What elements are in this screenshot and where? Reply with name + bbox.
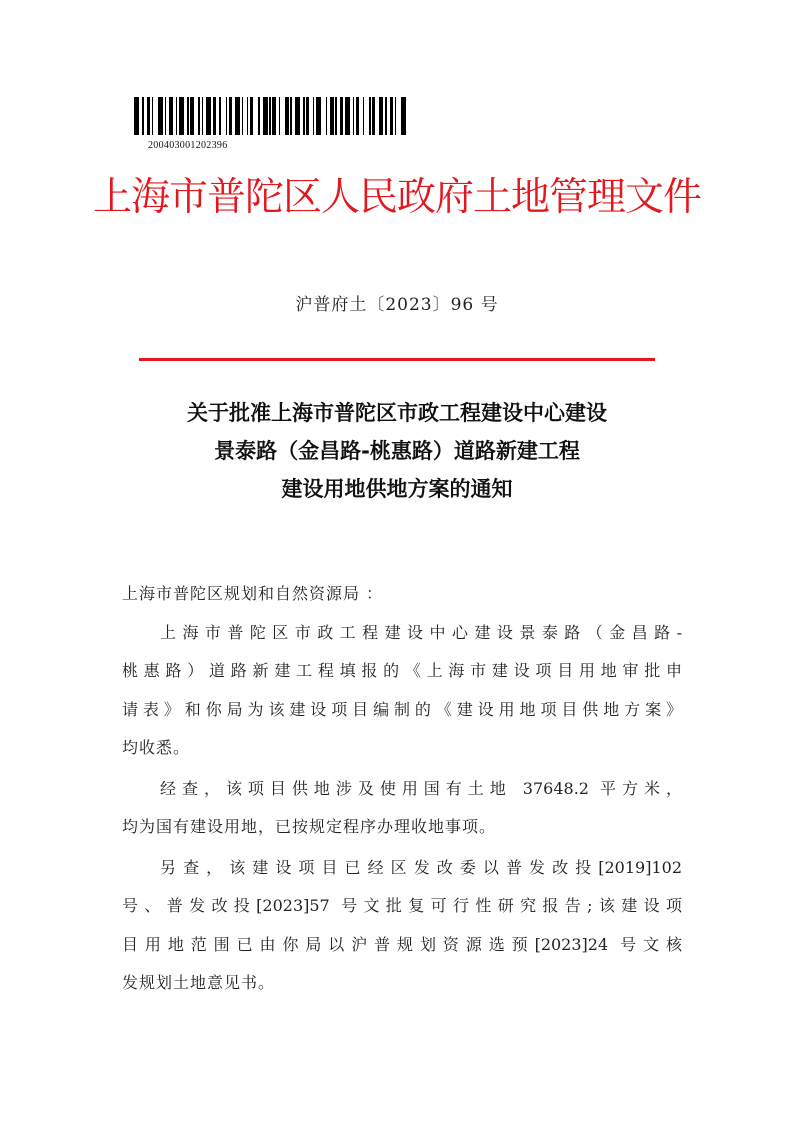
paragraph-line: 请表》和你局为该建设项目编制的《建设用地项目供地方案》: [122, 699, 682, 719]
barcode-bar: [340, 97, 343, 135]
barcode-bar: [229, 97, 232, 135]
barcode-bar: [326, 97, 328, 135]
barcode-bar: [303, 97, 305, 135]
barcode-bar: [242, 97, 244, 135]
paragraph-1: [122, 617, 682, 771]
barcode-bar: [263, 97, 268, 135]
title-line-3: 建设用地供地方案的通知: [281, 477, 513, 501]
paragraph-line: 经查，该项目供地涉及使用国有土地 37648.2 平方米，: [160, 778, 682, 798]
barcode-bar: [187, 97, 189, 135]
title-line-1: 关于批准上海市普陀区市政工程建设中心建设: [187, 401, 607, 425]
barcode-bar: [372, 97, 375, 135]
paragraph-line: 号、普发改投[2023]57 号文批复可行性研究报告;该建设项: [122, 896, 682, 915]
title-line-2: 景泰路（金昌路-桃惠路）道路新建工程: [214, 439, 580, 463]
salutation: 上海市普陀区规划和自然资源局 ：: [122, 584, 384, 603]
barcode-bar: [147, 97, 150, 135]
issuing-authority-title: 上海市普陀区人民政府土地管理文件: [92, 175, 701, 220]
barcode-bar: [213, 97, 216, 135]
barcode-bar: [295, 97, 300, 135]
barcode-bar: [226, 97, 228, 135]
paragraph-line: 发规划土地意见书。: [122, 973, 276, 992]
barcode-bar: [142, 97, 144, 135]
barcode-bar: [179, 97, 184, 135]
barcode-bar: [250, 97, 253, 135]
barcode-bar: [313, 97, 315, 135]
barcode-bar: [285, 97, 288, 135]
barcode-bar: [306, 97, 309, 135]
barcode-bar: [219, 97, 221, 135]
barcode-bar: [290, 97, 292, 135]
barcode-bar: [258, 97, 260, 135]
barcode: [134, 97, 406, 135]
barcode-bar: [316, 97, 321, 135]
barcode-bar: [401, 97, 406, 135]
barcode-number: 200403001202396: [148, 140, 228, 151]
document-body: [122, 578, 682, 1006]
barcode-bar: [363, 97, 365, 135]
paragraph-line: 另查，该建设项目已经区发改委以普发改投[2019]102: [160, 857, 682, 877]
barcode-bar: [356, 97, 359, 135]
document-number: 沪普府土〔2023〕96 号: [295, 295, 499, 315]
paragraph-line: 均为国有建设用地，已按规定程序办理收地事项。: [122, 817, 497, 836]
barcode-bar: [169, 97, 172, 135]
paragraph-line: 桃惠路）道路新建工程填报的《上海市建设项目用地审批申: [122, 661, 682, 680]
barcode-bar: [330, 97, 333, 135]
paragraph-line: 上海市普陀区市政工程建设中心建设景泰路（金昌路-: [160, 622, 682, 642]
barcode-bar: [158, 97, 163, 135]
barcode-bar: [390, 97, 393, 135]
paragraph-2: [122, 773, 682, 850]
document-title: [0, 394, 794, 508]
barcode-bar: [279, 97, 281, 135]
barcode-bar: [235, 97, 240, 135]
barcode-bar: [272, 97, 275, 135]
barcode-bar: [198, 97, 200, 135]
barcode-bar: [206, 97, 211, 135]
barcode-bar: [269, 97, 271, 135]
paragraph-line: 均收悉。: [122, 738, 191, 757]
barcode-bar: [152, 97, 154, 135]
barcode-bar: [247, 97, 249, 135]
barcode-bar: [395, 97, 397, 135]
barcode-bar: [345, 97, 350, 135]
barcode-bar: [335, 97, 337, 135]
barcode-bar: [353, 97, 355, 135]
paragraph-3: [122, 852, 682, 1006]
paragraph-line: 目用地范围已由你局以沪普规划资源选预[2023]24 号文核: [122, 934, 682, 954]
barcode-bar: [176, 97, 178, 135]
barcode-bar: [134, 97, 139, 135]
barcode-bar: [379, 97, 384, 135]
barcode-bar: [369, 97, 371, 135]
barcode-bar: [190, 97, 193, 135]
red-divider-line: [139, 358, 655, 361]
barcode-bar: [385, 97, 387, 135]
barcode-bar: [165, 97, 167, 135]
barcode-bar: [202, 97, 204, 135]
